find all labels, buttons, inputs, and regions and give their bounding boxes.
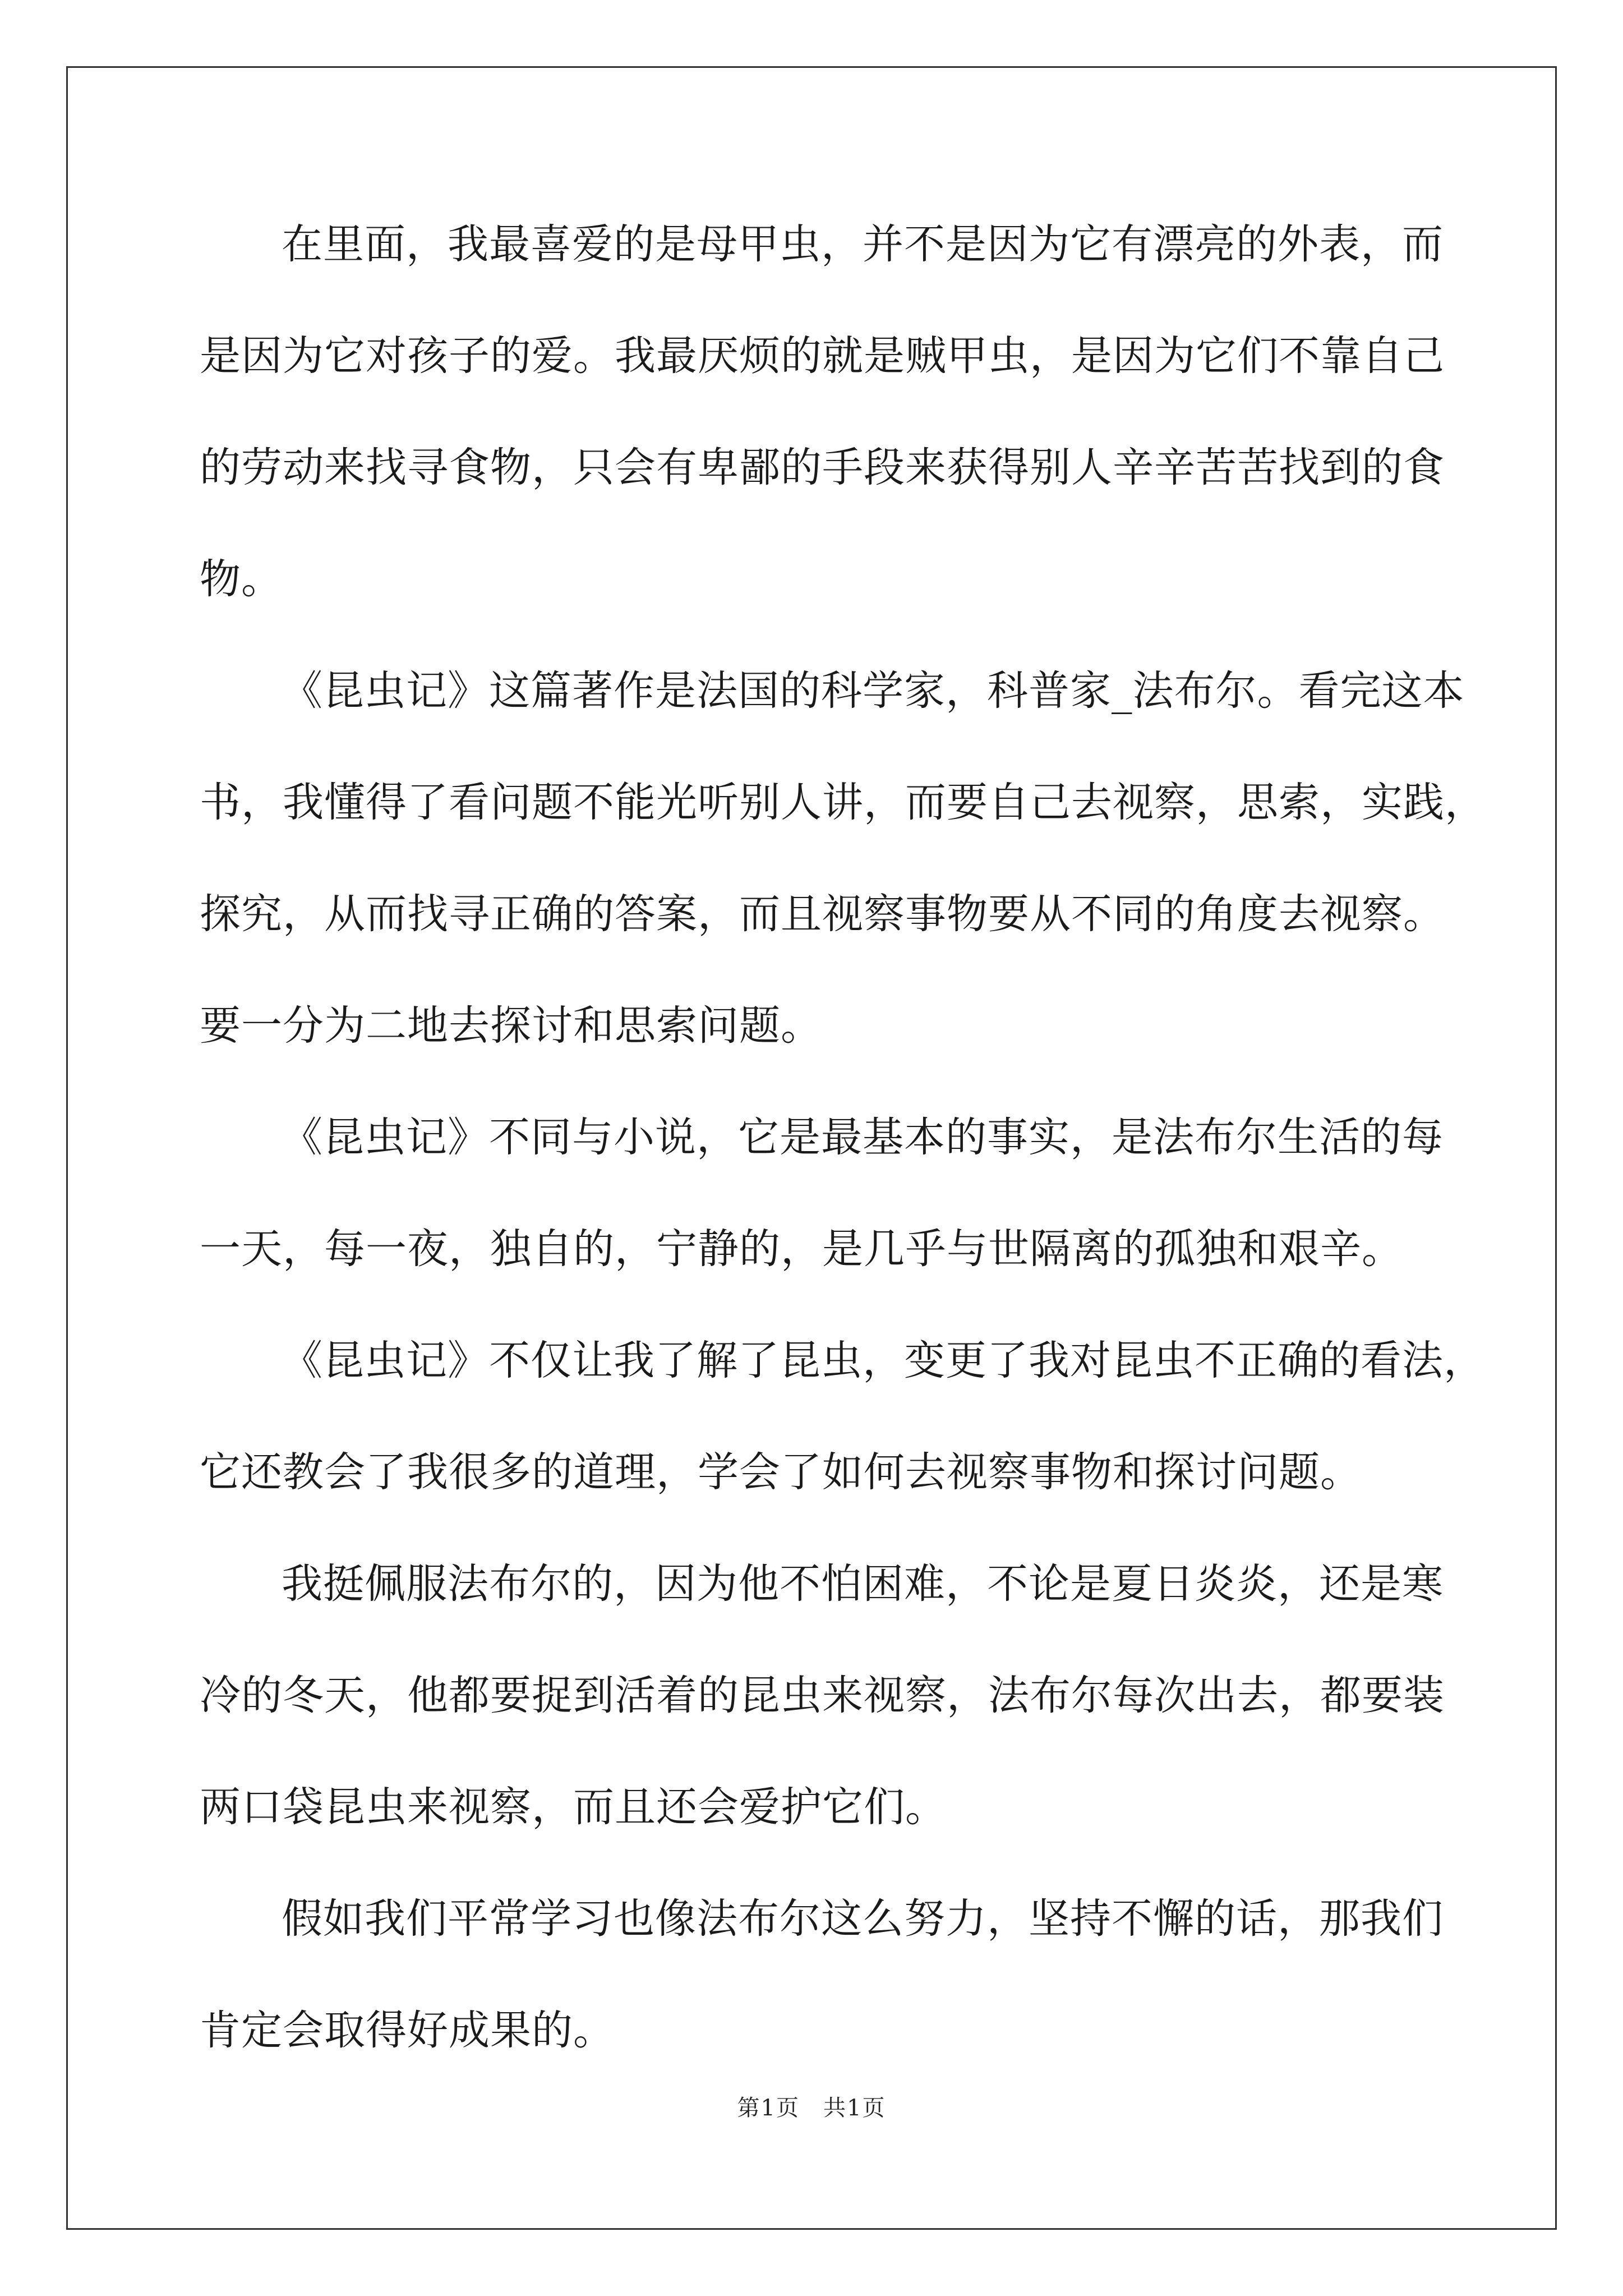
paragraph-6 bbox=[200, 1885, 1444, 2109]
paragraph-3 bbox=[200, 1104, 1444, 1327]
text-line: 的劳动来找寻食物，只会有卑鄙的手段来获得别人辛辛苦苦找到的食 bbox=[200, 444, 1445, 491]
text-line: 一天，每一夜，独自的，宁静的，是几乎与世隔离的孤独和艰辛。 bbox=[200, 1225, 1403, 1273]
text-line: 它还教会了我很多的道理，学会了如何去视察事物和探讨问题。 bbox=[200, 1448, 1362, 1496]
text-line: 冷的冬天，他都要捉到活着的昆虫来视察，法布尔每次出去，都要装 bbox=[200, 1672, 1445, 1719]
paragraph-2 bbox=[200, 657, 1486, 1104]
text-line: 《昆虫记》不仅让我了解了昆虫，变更了我对昆虫不正确的看法， bbox=[282, 1337, 1485, 1384]
text-line: 肯定会取得好成果的。 bbox=[200, 2007, 615, 2054]
paragraph-5 bbox=[200, 1550, 1445, 1885]
text-line: 在里面，我最喜爱的是母甲虫，并不是因为它有漂亮的外表，而 bbox=[282, 220, 1444, 268]
text-line: 物。 bbox=[200, 555, 283, 603]
text-line: 两口袋昆虫来视察，而且还会爱护它们。 bbox=[200, 1783, 947, 1831]
page-footer: 第1页 共1页 bbox=[737, 2095, 886, 2121]
text-line: 我挺佩服法布尔的，因为他不怕困难，不论是夏日炎炎，还是寒 bbox=[282, 1560, 1444, 1608]
document-body bbox=[200, 211, 1486, 2109]
text-line: 书，我懂得了看问题不能光听别人讲，而要自己去视察，思索，实践， bbox=[200, 779, 1486, 826]
text-line: 探究，从而找寻正确的答案，而且视察事物要从不同的角度去视察。 bbox=[200, 890, 1445, 938]
text-line: 要一分为二地去探讨和思索问题。 bbox=[200, 1002, 822, 1050]
text-line: 《昆虫记》这篇著作是法国的科学家，科普家_法布尔。看完这本 bbox=[282, 667, 1465, 715]
paragraph-4 bbox=[200, 1327, 1485, 1550]
text-line: 假如我们平常学习也像法布尔这么努力，坚持不懈的话，那我们 bbox=[282, 1895, 1444, 1943]
text-line: 《昆虫记》不同与小说，它是最基本的事实，是法布尔生活的每 bbox=[282, 1114, 1444, 1161]
paragraph-1 bbox=[200, 211, 1445, 657]
text-line: 是因为它对孩子的爱。我最厌烦的就是贼甲虫，是因为它们不靠自己 bbox=[200, 332, 1445, 380]
